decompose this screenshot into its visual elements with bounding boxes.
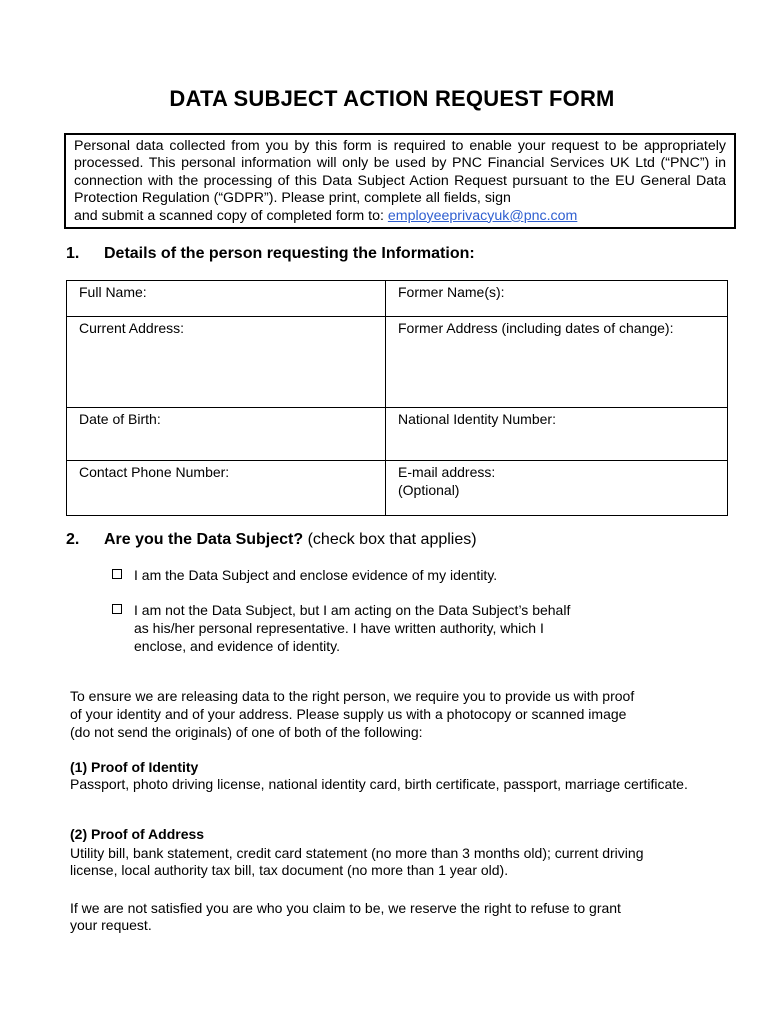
requester-details-table	[66, 280, 728, 516]
representative-checkbox[interactable]	[112, 604, 122, 614]
form-title: DATA SUBJECT ACTION REQUEST FORM	[169, 86, 615, 111]
proof-of-address-heading: (2) Proof of Address	[70, 826, 205, 842]
former-names-label: Former Name(s):	[398, 284, 505, 300]
email-field[interactable]	[386, 461, 728, 516]
section-1-title: Details of the person requesting the Information:	[104, 245, 475, 262]
privacy-notice-submit-line	[74, 208, 726, 225]
national-id-field[interactable]	[386, 408, 728, 461]
section-2-number: 2.	[66, 531, 80, 548]
email-optional-note: (Optional)	[398, 482, 460, 498]
section-1-number: 1.	[66, 245, 80, 262]
closing-line2: your request.	[70, 917, 152, 933]
proof-of-identity-heading: (1) Proof of Identity	[70, 759, 199, 775]
data-subject-checkbox[interactable]	[112, 569, 122, 579]
full-name-label: Full Name:	[79, 284, 147, 300]
dob-field[interactable]	[67, 408, 386, 461]
dob-label: Date of Birth:	[79, 411, 161, 427]
full-name-field[interactable]	[67, 281, 386, 317]
current-address-field[interactable]	[67, 317, 386, 408]
phone-field[interactable]	[67, 461, 386, 516]
current-address-label: Current Address:	[79, 320, 185, 336]
section-2-question: Are you the Data Subject?	[104, 531, 304, 548]
closing-line1: If we are not satisfied you are who you claim to be, we reserve the right to refuse to grant	[70, 900, 621, 916]
privacy-notice-text: Personal data collected from you by this form is required to enable your request to be appropriately processed. This personal information will only be used by PNC Financial Services UK Ltd (“PNC”) in connection with the processing of this Data Subject Action Request pursuant to the EU General Data Protection Regulation (“GDPR”). Please print, complete all fields, sign	[74, 138, 726, 207]
representative-option-line3: enclose, and evidence of identity.	[134, 638, 340, 654]
phone-label: Contact Phone Number:	[79, 464, 230, 480]
former-address-label: Former Address (including dates of change):	[398, 320, 674, 336]
proof-intro-line1: To ensure we are releasing data to the right person, we require you to provide us with proof	[70, 688, 635, 704]
representative-option-line1: I am not the Data Subject, but I am acting on the Data Subject’s behalf	[134, 602, 571, 618]
proof-of-identity-text: Passport, photo driving license, national identity card, birth certificate, passport, marriage certificate.	[70, 776, 688, 792]
proof-of-address-line1: Utility bill, bank statement, credit card statement (no more than 3 months old); current driving	[70, 845, 644, 861]
privacy-notice-submit-text: and submit a scanned copy of completed form to:	[74, 207, 388, 224]
representative-option-line2: as his/her personal representative. I have written authority, which I	[134, 620, 544, 636]
privacy-notice-box	[64, 133, 736, 229]
former-address-field[interactable]	[386, 317, 728, 408]
section-2-note: (check box that applies)	[303, 531, 477, 548]
national-id-label: National Identity Number:	[398, 411, 556, 427]
proof-of-address-line2: license, local authority tax bill, tax document (no more than 1 year old).	[70, 862, 509, 878]
former-names-field[interactable]	[386, 281, 728, 317]
proof-intro-line3: (do not send the originals) of one of both of the following:	[70, 724, 423, 740]
proof-intro-line2: of your identity and of your address. Please supply us with a photocopy or scanned image	[70, 706, 627, 722]
section-2-title	[104, 531, 477, 549]
privacy-email-link[interactable]: employeeprivacyuk@pnc.com	[387, 207, 578, 224]
data-subject-option-label: I am the Data Subject and enclose evidence of my identity.	[134, 567, 498, 583]
email-label: E-mail address:	[398, 464, 496, 480]
